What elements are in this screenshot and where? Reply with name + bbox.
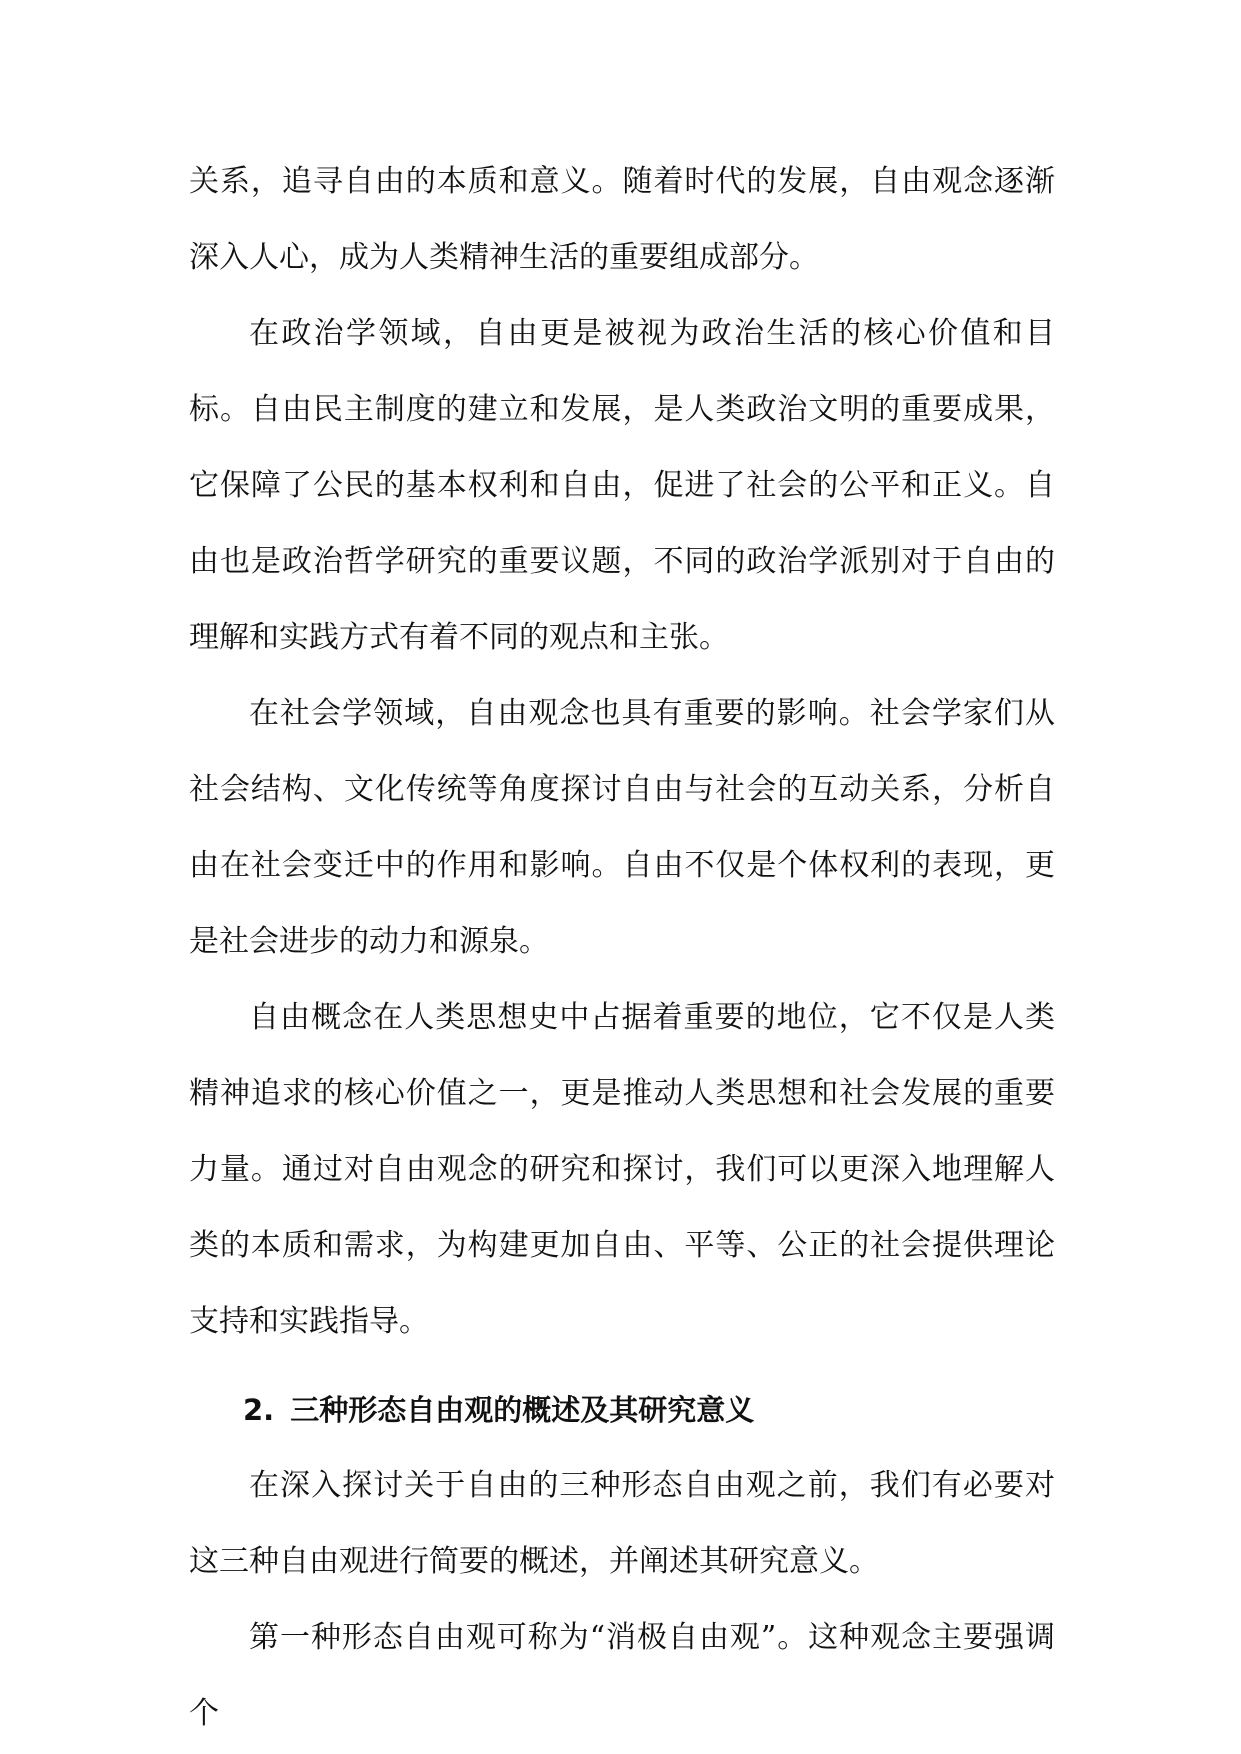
- paragraph-2: 在政治学领域，自由更是被视为政治生活的核心价值和目标。自由民主制度的建立和发展，是人类政治文明的重要成果，它保障了公民的基本权利和自由，促进了社会的公平和正义。自由也是政治哲学研究的重要议题，不同的政治学派别对于自由的理解和实践方式有着不同的观点和主张。: [189, 316, 1055, 655]
- paragraph-3: 在社会学领域，自由观念也具有重要的影响。社会学家们从社会结构、文化传统等角度探讨自由与社会的互动关系，分析自由在社会变迁中的作用和影响。自由不仅是个体权利的表现，更是社会进步的动力和源泉。: [189, 696, 1055, 959]
- section-title: 三种形态自由观的概述及其研究意义: [290, 1393, 755, 1427]
- document-body: [189, 144, 1055, 1752]
- paragraph-4: 自由概念在人类思想史中占据着重要的地位，它不仅是人类精神追求的核心价值之一，更是推动人类思想和社会发展的重要力量。通过对自由观念的研究和探讨，我们可以更深入地理解人类的本质和需求，为构建更加自由、平等、公正的社会提供理论支持和实践指导。: [189, 1000, 1055, 1339]
- section-number: 2.: [243, 1393, 275, 1427]
- paragraph-1: 关系，追寻自由的本质和意义。随着时代的发展，自由观念逐渐深入人心，成为人类精神生活的重要组成部分。: [189, 164, 1055, 275]
- section-heading: [189, 1372, 1055, 1448]
- paragraph-6: 第一种形态自由观可称为“消极自由观”。这种观念主要强调个: [189, 1620, 1055, 1731]
- paragraph-5: 在深入探讨关于自由的三种形态自由观之前，我们有必要对这三种自由观进行简要的概述，并阐述其研究意义。: [189, 1468, 1055, 1579]
